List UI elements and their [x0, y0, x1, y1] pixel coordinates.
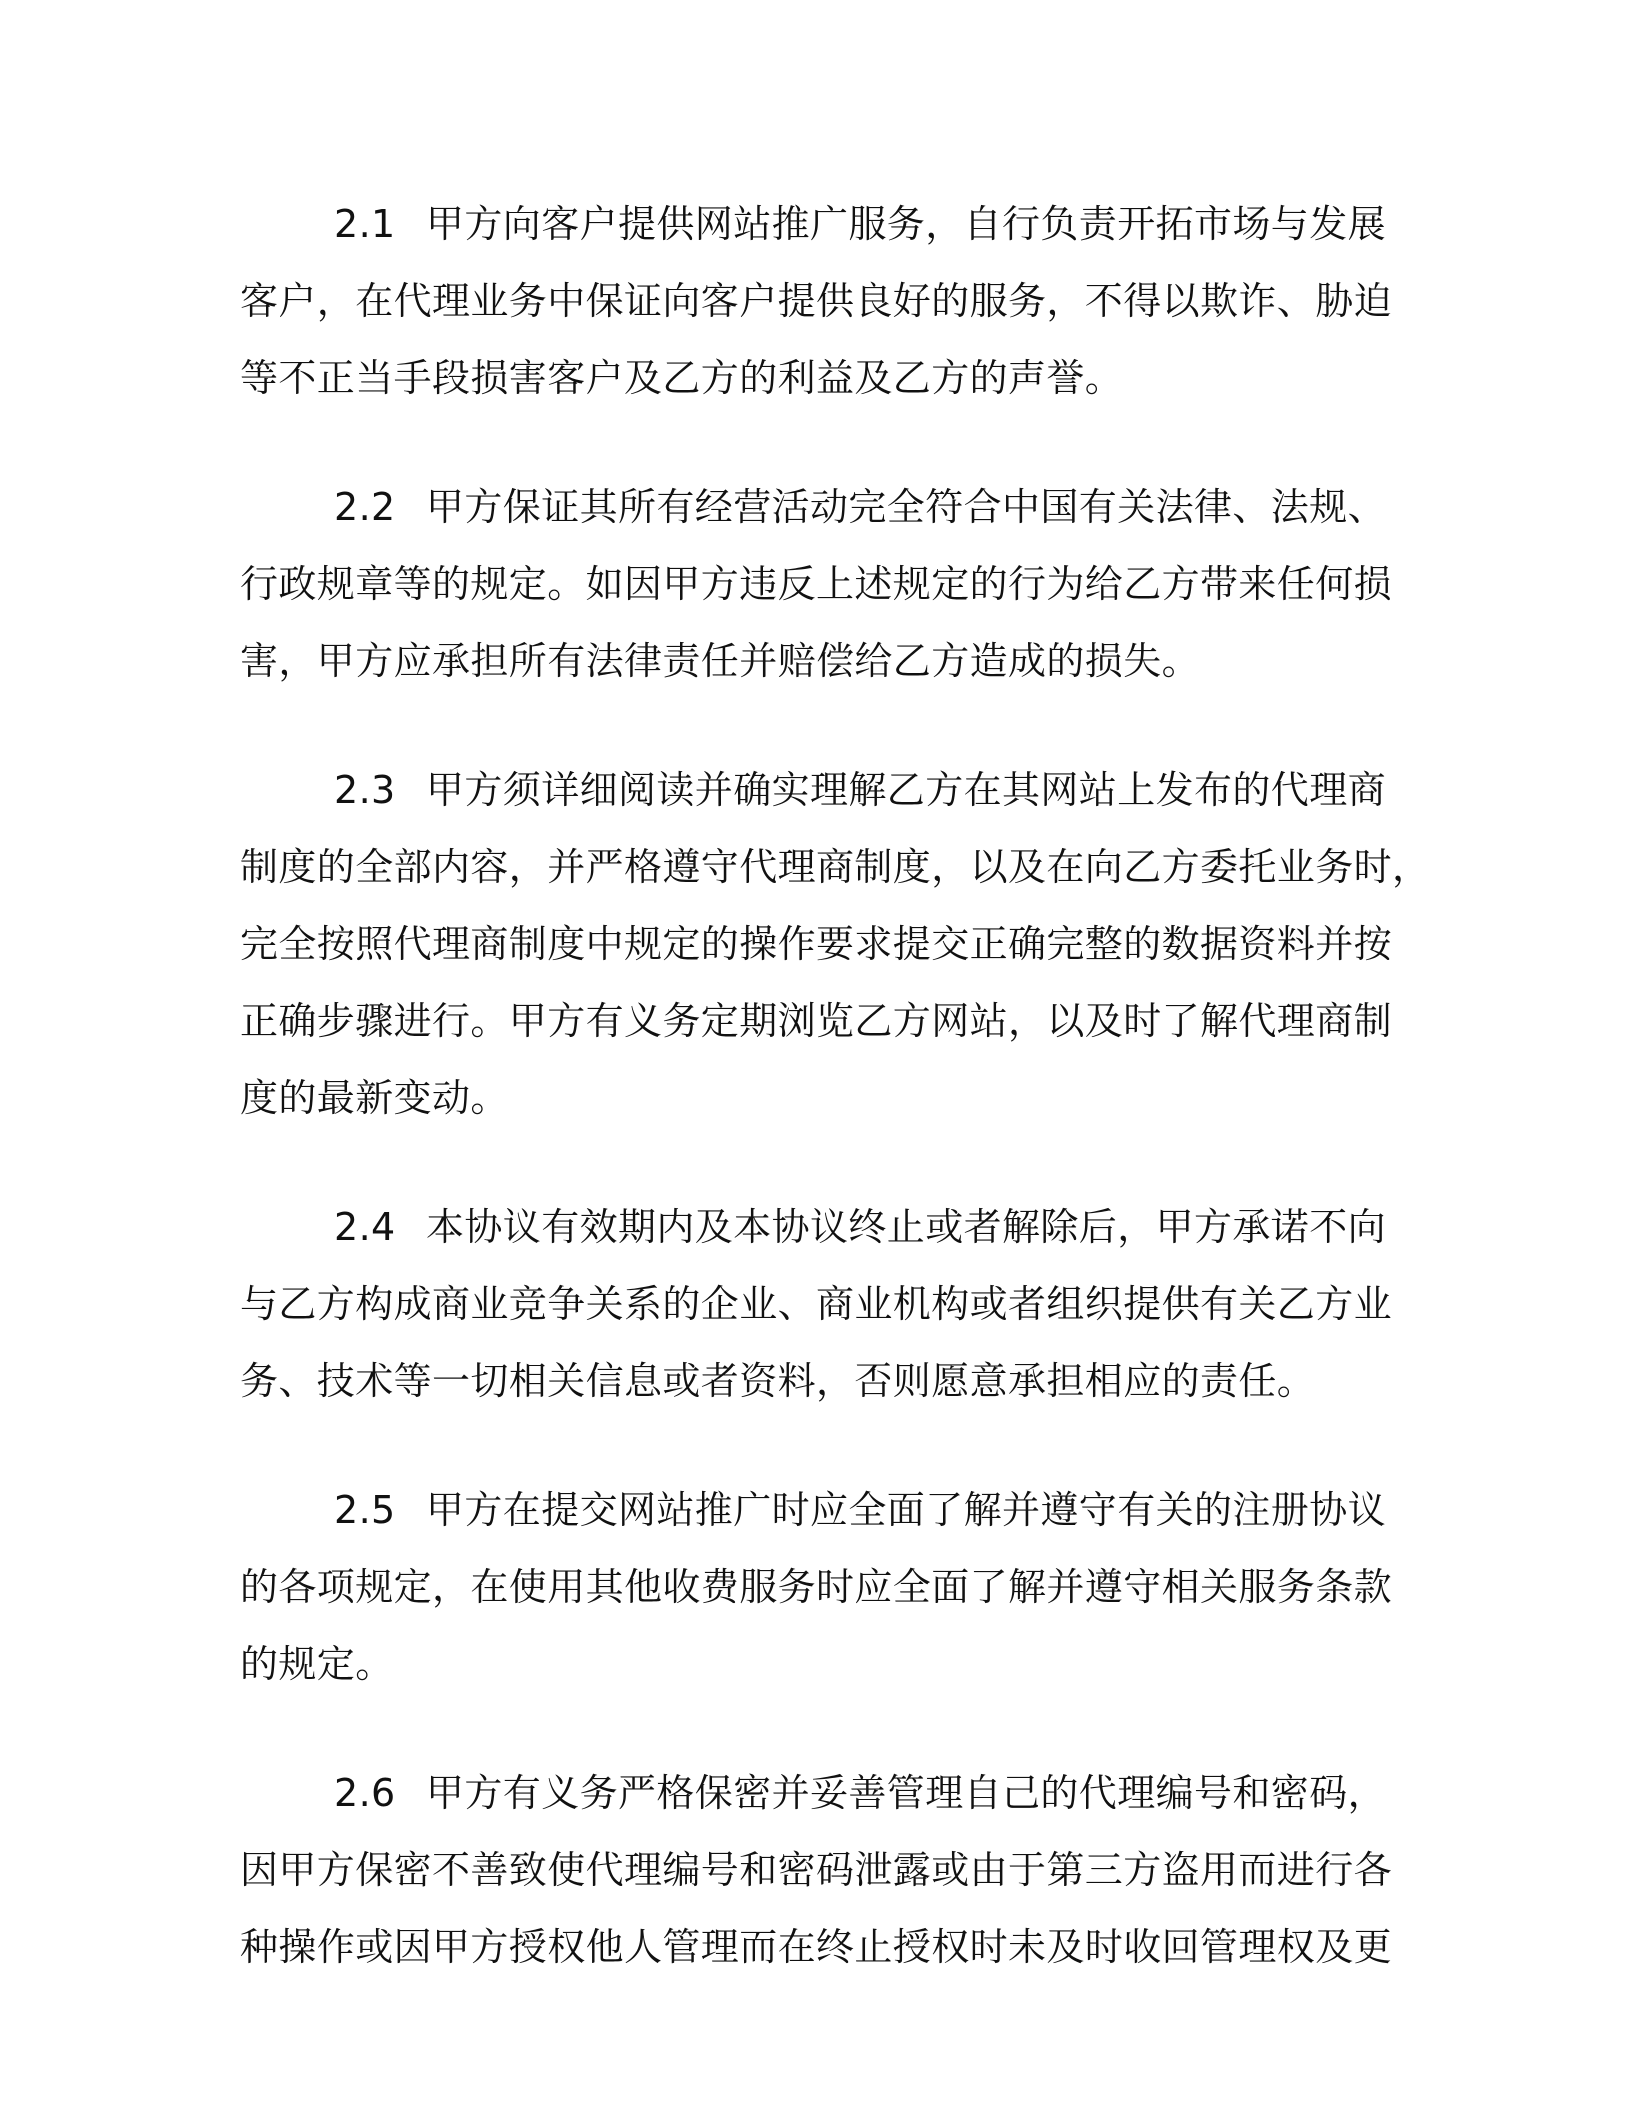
clause-number: 2.5 [334, 1488, 396, 1532]
clause-2-2 [240, 469, 1393, 700]
clause-number: 2.4 [334, 1205, 396, 1249]
clause-number: 2.2 [334, 485, 396, 529]
clause-line: 制度的全部内容，并严格遵守代理商制度，以及在向乙方委托业务时， [240, 845, 1431, 889]
clause-line: 正确步骤进行。甲方有义务定期浏览乙方网站，以及时了解代理商制 [240, 999, 1393, 1043]
clause-2-5 [240, 1472, 1393, 1703]
clause-line: 因甲方保密不善致使代理编号和密码泄露或由于第三方盗用而进行各 [240, 1848, 1393, 1892]
clause-first-line [240, 186, 1387, 263]
clause-line: 客户，在代理业务中保证向客户提供良好的服务，不得以欺诈、胁迫 [240, 279, 1393, 323]
clause-text: 甲方在提交网站推广时应全面了解并遵守有关的注册协议 [426, 1488, 1387, 1532]
clause-number: 2.3 [334, 768, 396, 812]
clause-line: 种操作或因甲方授权他人管理而在终止授权时未及时收回管理权及更 [240, 1925, 1393, 1969]
clause-number: 2.1 [334, 202, 396, 246]
clause-text: 甲方有义务严格保密并妥善管理自己的代理编号和密码， [426, 1771, 1387, 1815]
clause-line: 的各项规定，在使用其他收费服务时应全面了解并遵守相关服务条款 [240, 1565, 1393, 1609]
clause-line: 度的最新变动。 [240, 1076, 509, 1120]
clause-first-line [240, 1755, 1387, 1832]
clause-2-4 [240, 1189, 1393, 1420]
clause-text: 甲方须详细阅读并确实理解乙方在其网站上发布的代理商 [426, 768, 1387, 812]
clause-first-line [240, 1189, 1387, 1266]
clause-line: 等不正当手段损害客户及乙方的利益及乙方的声誉。 [240, 356, 1124, 400]
clause-2-6 [240, 1755, 1393, 1986]
clause-text: 本协议有效期内及本协议终止或者解除后，甲方承诺不向 [426, 1205, 1387, 1249]
clause-number: 2.6 [334, 1771, 396, 1815]
clause-text: 甲方保证其所有经营活动完全符合中国有关法律、法规、 [426, 485, 1387, 529]
clause-line: 务、技术等一切相关信息或者资料，否则愿意承担相应的责任。 [240, 1359, 1316, 1403]
clause-line: 与乙方构成商业竞争关系的企业、商业机构或者组织提供有关乙方业 [240, 1282, 1393, 1326]
clause-line: 行政规章等的规定。如因甲方违反上述规定的行为给乙方带来任何损 [240, 562, 1393, 606]
clause-2-1 [240, 186, 1393, 417]
document-body [240, 186, 1431, 2038]
clause-line: 完全按照代理商制度中规定的操作要求提交正确完整的数据资料并按 [240, 922, 1393, 966]
clause-first-line [240, 1472, 1387, 1549]
clause-line: 害，甲方应承担所有法律责任并赔偿给乙方造成的损失。 [240, 639, 1201, 683]
clause-text: 甲方向客户提供网站推广服务，自行负责开拓市场与发展 [426, 202, 1387, 246]
clause-first-line [240, 469, 1387, 546]
clause-2-3 [240, 752, 1431, 1137]
clause-first-line [240, 752, 1387, 829]
clause-line: 的规定。 [240, 1642, 394, 1686]
